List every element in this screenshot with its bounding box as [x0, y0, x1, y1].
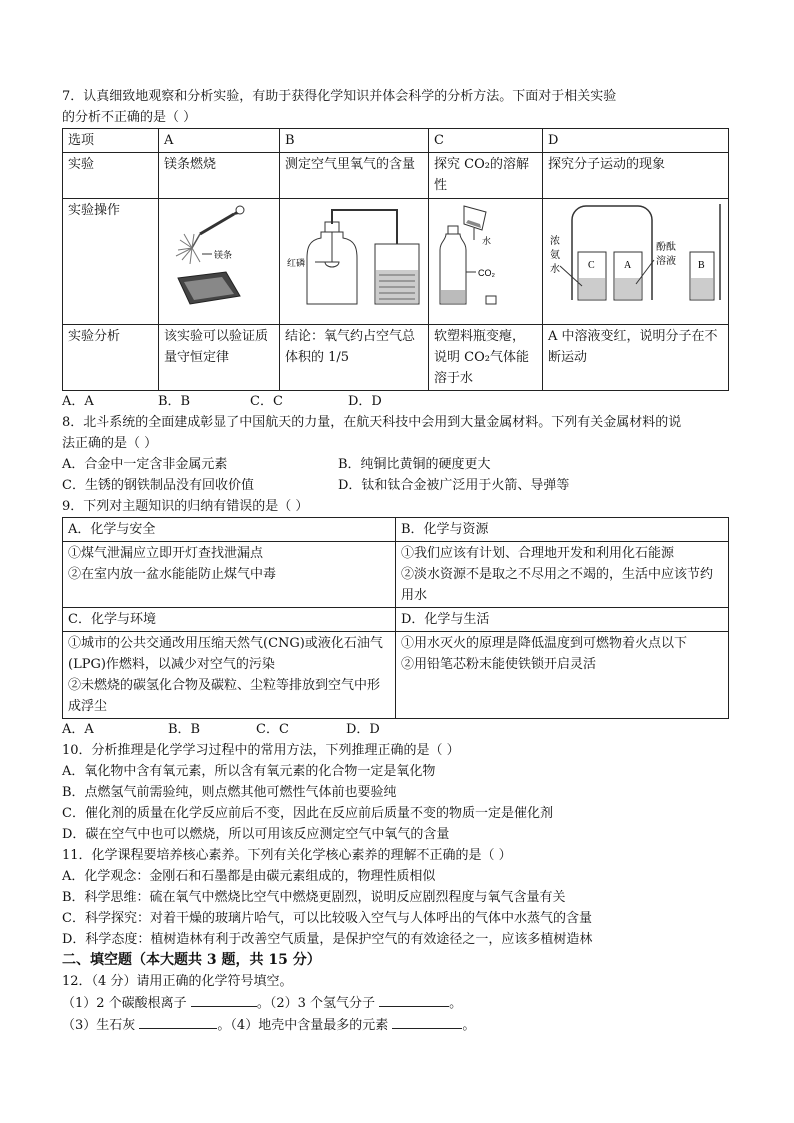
q12-blank-1[interactable]	[191, 992, 257, 1007]
q8-option-b[interactable]: B．纯铜比黄铜的硬度更大	[338, 457, 491, 472]
experiment-label: 实验	[63, 153, 159, 199]
q7-option-c[interactable]: C．C	[250, 394, 283, 409]
q9-c-content	[63, 632, 396, 719]
q9-a-content	[63, 542, 396, 608]
header-a: A	[159, 129, 280, 153]
q9-a-line2: ②在室内放一盆水能能防止煤气中毒	[68, 567, 277, 582]
magnesium-burning-figure	[164, 200, 272, 318]
water-label: 水	[482, 236, 492, 246]
phenolphthalein-label-1: 酚酞	[656, 242, 676, 253]
q12-stem: 12．（4 分）请用正确的化学符号填空。	[62, 974, 293, 989]
red-phosphorus-label: 红磷	[287, 258, 306, 268]
operation-label: 实验操作	[63, 199, 159, 325]
figure-d-cell	[543, 199, 729, 325]
q9-b-content	[396, 542, 729, 608]
experiment-b: 测定空气里氧气的含量	[280, 153, 429, 199]
q9-title-row-2	[63, 608, 729, 632]
q11-option-b[interactable]: B．科学思维：硫在氧气中燃烧比空气中燃烧更剧烈，说明反应剧烈程度与氧气含量有关	[62, 890, 566, 905]
q9-d-line1: ①用水灭火的原理是降低温度到可燃物着火点以下	[401, 636, 688, 651]
figure-b-cell	[280, 199, 429, 325]
q7-operation-row	[63, 199, 729, 325]
q9-table	[62, 517, 729, 719]
analysis-c: 软塑料瓶变瘪，说明 CO₂气体能溶于水	[429, 325, 543, 391]
q7-stem-line2: 的分析不正确的是（ ）	[62, 110, 197, 125]
q12-blank-3[interactable]	[139, 1014, 217, 1029]
q9-option-a[interactable]: A．A	[62, 722, 94, 737]
q9-c-line1: ①城市的公共交通改用压缩天然气(CNG)或液化石油气(LPG)作燃料，以减少对空气的污染	[68, 636, 383, 672]
q9-d-content	[396, 632, 729, 719]
q12-part1-text: （1）2 个碳酸根离子	[62, 996, 187, 1011]
ammonia-label-3: 水	[550, 264, 560, 275]
q8-option-a[interactable]: A．合金中一定含非金属元素	[62, 457, 228, 472]
experiment-c: 探究 CO₂的溶解性	[429, 153, 543, 199]
q10-option-d[interactable]: D．碳在空气中也可以燃烧，所以可用该反应测定空气中氧气的含量	[62, 827, 450, 842]
mg-strip-label: 镁条	[214, 250, 233, 260]
q8-option-c[interactable]: C．生锈的钢铁制品没有回收价值	[62, 478, 254, 493]
q12-line2	[62, 1014, 730, 1036]
molecular-motion-figure	[548, 200, 724, 318]
q11-option-c[interactable]: C．科学探究：对着干燥的玻璃片哈气，可以比较吸入空气与人体呼出的气体中水蒸气的含量	[62, 911, 592, 926]
oxygen-content-figure	[285, 200, 423, 318]
q7-header-row	[63, 129, 729, 153]
q9-b-title: B．化学与资源	[396, 518, 729, 542]
q9-b-line2: ②淡水资源不是取之不尽用之不竭的，生活中应该节约用水	[401, 567, 714, 603]
q9-content-row-1	[63, 542, 729, 608]
q10-option-c[interactable]: C．催化剂的质量在化学反应前后不变，因此在反应前后质量不变的物质一定是催化剂	[62, 806, 553, 821]
q12-part3-text: （3）生石灰	[62, 1018, 136, 1033]
header-d: D	[543, 129, 729, 153]
q9-c-line2: ②未燃烧的碳氢化合物及碳粒、尘粒等排放到空气中形成浮尘	[68, 678, 381, 714]
q9-c-title: C．化学与环境	[63, 608, 396, 632]
q12-part2-end: 。	[449, 996, 463, 1011]
q12-part4-text: 。（4）地壳中含量最多的元素	[217, 1018, 389, 1033]
q9-content-row-2	[63, 632, 729, 719]
q7-stem-line1: 7．认真细致地观察和分析实验，有助于获得化学知识并体会科学的分析方法。下面对于相关实验	[62, 89, 617, 104]
header-option: 选项	[63, 129, 159, 153]
q9-option-d[interactable]: D．D	[346, 722, 380, 737]
exam-page	[62, 86, 730, 1036]
q10-option-b[interactable]: B．点燃氢气前需验纯，则点燃其他可燃性气体前也要验纯	[62, 785, 397, 800]
q9-option-b[interactable]: B．B	[168, 722, 201, 737]
q12-blank-4[interactable]	[392, 1014, 462, 1029]
q7-options	[62, 391, 730, 412]
co2-label: CO₂	[478, 268, 495, 278]
figure-a-cell	[159, 199, 280, 325]
analysis-d: A 中溶液变红，说明分子在不断运动	[543, 325, 729, 391]
beaker-b-label: B	[698, 260, 705, 271]
q11-option-a[interactable]: A．化学观念：金刚石和石墨都是由碳元素组成的，物理性质相似	[62, 869, 436, 884]
header-b: B	[280, 129, 429, 153]
q9-title-row-1	[63, 518, 729, 542]
q9-d-title: D．化学与生活	[396, 608, 729, 632]
q8-options-row2	[62, 475, 730, 496]
q11-option-d[interactable]: D．科学态度：植树造林有利于改善空气质量，是保护空气的有效途径之一，应该多植树造林	[62, 932, 593, 947]
q7-experiment-row	[63, 153, 729, 199]
analysis-a: 该实验可以验证质量守恒定律	[159, 325, 280, 391]
q8-stem-line2: 法正确的是（ ）	[62, 436, 158, 451]
q12-line1	[62, 992, 730, 1014]
section2-title: 二、填空题（本大题共 3 题，共 15 分）	[62, 952, 321, 968]
q7-option-a[interactable]: A．A	[62, 394, 94, 409]
q7-option-d[interactable]: D．D	[348, 394, 382, 409]
co2-solubility-figure	[434, 200, 538, 318]
q9-option-c[interactable]: C．C	[256, 722, 289, 737]
beaker-c-label: C	[588, 260, 595, 271]
header-c: C	[429, 129, 543, 153]
experiment-a: 镁条燃烧	[159, 153, 280, 199]
q9-b-line1: ①我们应该有计划、合理地开发和利用化石能源	[401, 546, 675, 561]
figure-c-cell	[429, 199, 543, 325]
phenolphthalein-label-2: 溶液	[656, 256, 676, 267]
q12-part2-text: 。（2）3 个氢气分子	[256, 996, 376, 1011]
experiment-d: 探究分子运动的现象	[543, 153, 729, 199]
q9-a-line1: ①煤气泄漏应立即开灯查找泄漏点	[68, 546, 264, 561]
beaker-a-label: A	[624, 260, 632, 271]
q7-option-b[interactable]: B．B	[158, 394, 191, 409]
q8-options-row1	[62, 454, 730, 475]
q9-options	[62, 719, 730, 740]
q9-d-line2: ②用铅笔芯粉末能使铁锁开启灵活	[401, 657, 597, 672]
q7-table	[62, 128, 729, 391]
q8-option-d[interactable]: D．钛和钛合金被广泛用于火箭、导弹等	[338, 478, 570, 493]
q9-stem: 9．下列对主题知识的归纳有错误的是（ ）	[62, 499, 309, 514]
ammonia-label-2: 氨	[550, 250, 560, 261]
analysis-label: 实验分析	[63, 325, 159, 391]
q7-analysis-row	[63, 325, 729, 391]
q12-part4-end: 。	[462, 1018, 476, 1033]
analysis-b: 结论：氧气约占空气总体积的 1/5	[280, 325, 429, 391]
ammonia-label-1: 浓	[550, 236, 560, 247]
q10-option-a[interactable]: A．氧化物中含有氧元素，所以含有氧元素的化合物一定是氧化物	[62, 764, 436, 779]
q8-stem-line1: 8．北斗系统的全面建成彰显了中国航天的力量，在航天科技中会用到大量金属材料。下列有关金属材料的说	[62, 415, 682, 430]
q11-stem: 11．化学课程要培养核心素养。下列有关化学核心素养的理解不正确的是（ ）	[62, 848, 512, 863]
q10-stem: 10．分析推理是化学学习过程中的常用方法，下列推理正确的是（ ）	[62, 743, 460, 758]
q9-a-title: A．化学与安全	[63, 518, 396, 542]
q12-blank-2[interactable]	[379, 992, 449, 1007]
